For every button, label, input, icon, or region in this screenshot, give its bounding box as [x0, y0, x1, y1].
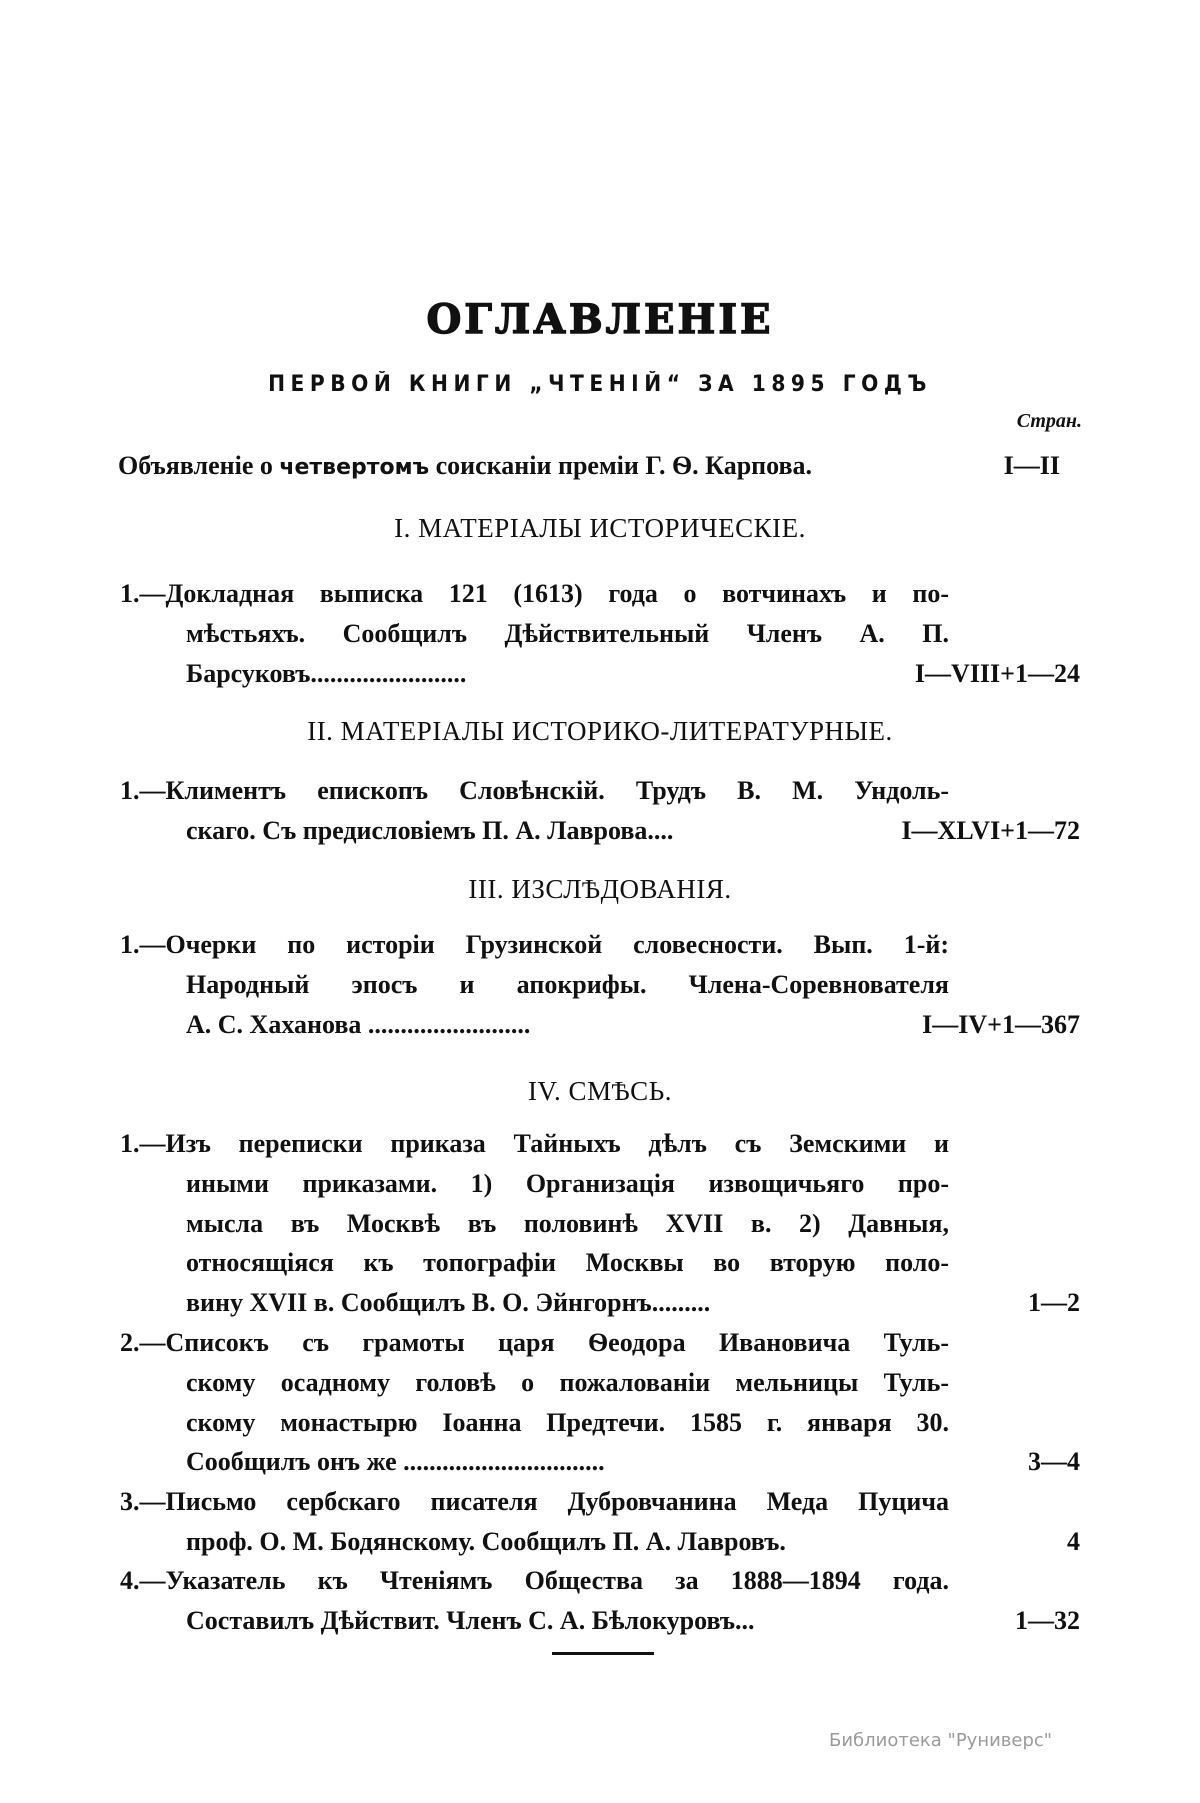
toc-entry-line: Составилъ Дѣйствит. Членъ С. А. Бѣлокуровъ... [186, 1605, 755, 1635]
toc-entry-line: скаго. Съ предисловіемъ П. А. Лаврова.... [186, 815, 674, 845]
page-title: ОГЛАВЛЕНІЕ [426, 296, 774, 343]
section-heading: I. МАТЕРІАЛЫ ИСТОРИЧЕСКІЕ. [394, 513, 806, 543]
toc-entry-pages: I—IV+1—367 [922, 1009, 1080, 1039]
pages-column-label: Стран. [1016, 410, 1082, 432]
section-heading: III. ИЗСЛѢДОВАНІЯ. [468, 874, 732, 904]
toc-entry-line: 1.—Очерки по исторіи Грузинской словесности. Вып. 1-й: [120, 930, 949, 959]
toc-entry-pages: 3—4 [1028, 1447, 1080, 1477]
toc-entry-line: А. С. Хаханова ......................... [186, 1009, 531, 1039]
toc-entry-line: мысла въ Москвѣ въ половинѣ XVII в. 2) Давныя, [186, 1208, 949, 1238]
announcement-pages: I—II [1003, 451, 1060, 480]
toc-entry-line: 1.—Докладная выписка 121 (1613) года о вотчинахъ и по- [120, 579, 949, 608]
toc-entry-line: мѣстьяхъ. Сообщилъ Дѣйствительный Членъ А. П. [186, 618, 949, 648]
library-watermark: Библиотека "Руниверс" [829, 1730, 1053, 1751]
section-heading: IV. СМѢСЬ. [528, 1076, 672, 1106]
toc-entry-line: проф. О. М. Бодянскому. Сообщилъ П. А. Лавровъ. [186, 1526, 786, 1556]
toc-entry-pages: I—VIII+1—24 [914, 658, 1080, 688]
announcement-suffix: соисканіи преміи Г. Ѳ. Карпова. [429, 451, 813, 480]
toc-entry-pages: I—XLVI+1—72 [901, 815, 1080, 845]
closing-rule [552, 1652, 654, 1655]
announcement-emphasis: четвертомъ [279, 455, 430, 480]
announcement-prefix: Объявленіе о [118, 451, 280, 480]
toc-entry-line: 3.—Письмо сербскаго писателя Дубровчанина Меда Пуцича [120, 1487, 949, 1516]
toc-entry-line: вину XVII в. Сообщилъ В. О. Эйнгорнъ......... [186, 1288, 711, 1318]
toc-entry-line: Народный эпосъ и апокрифы. Члена-Соревнователя [186, 969, 949, 999]
toc-entry-line: скому монастырю Іоанна Предтечи. 1585 г. января 30. [186, 1407, 949, 1437]
toc-entry-line: Барсуковъ........................ [186, 658, 467, 688]
toc-entry-line: скому осадному головѣ о пожалованіи мельницы Туль- [186, 1367, 949, 1397]
toc-entry-line: 1.—Изъ переписки приказа Тайныхъ дѣлъ съ Земскими и [120, 1129, 949, 1158]
toc-entry-line: 4.—Указатель къ Чтеніямъ Общества за 1888—1894 года. [120, 1566, 949, 1595]
announcement-entry [118, 446, 812, 488]
toc-entry-line: 1.—Климентъ епископъ Словѣнскій. Трудъ В. М. Ундоль- [120, 776, 949, 805]
toc-entry-line: относящіяся къ топографіи Москвы во вторую поло- [186, 1248, 949, 1278]
toc-entry-pages: 1—32 [1015, 1605, 1080, 1635]
page-subtitle: ПЕРВОЙ КНИГИ „ЧТЕНІЙ“ ЗА 1895 ГОДЪ [268, 372, 932, 397]
toc-entry-pages: 1—2 [1028, 1288, 1080, 1318]
toc-entry-line: Сообщилъ онъ же ............................... [186, 1447, 605, 1477]
toc-entry-pages: 4 [1067, 1526, 1080, 1556]
section-heading: II. МАТЕРІАЛЫ ИСТОРИКО-ЛИТЕРАТУРНЫЕ. [307, 716, 893, 746]
toc-entry-line: 2.—Списокъ съ грамоты царя Ѳеодора Ивановича Туль- [120, 1328, 949, 1357]
toc-entry-line: иными приказами. 1) Организація извощичьяго про- [186, 1168, 949, 1198]
